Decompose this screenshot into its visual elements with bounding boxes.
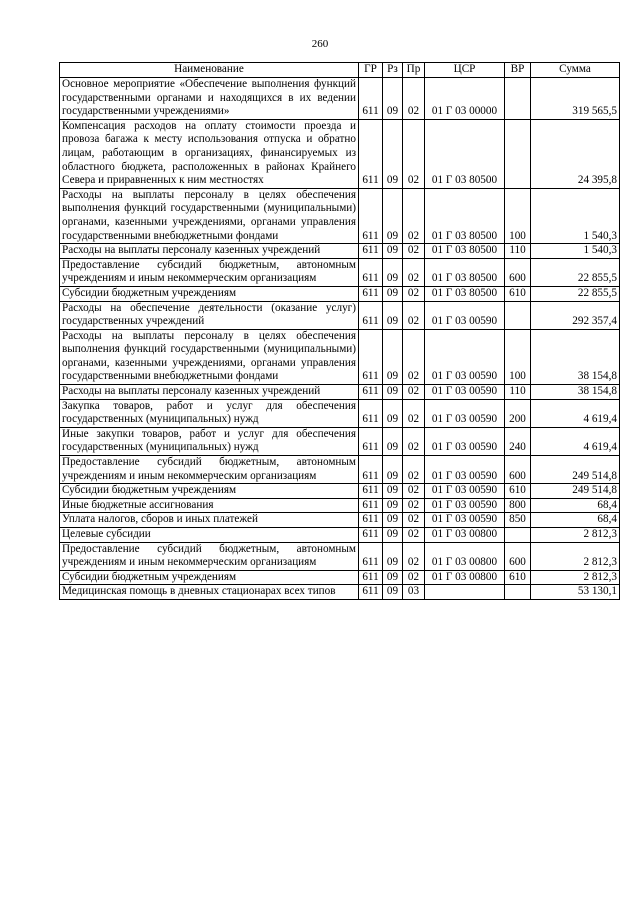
cell-vr [505, 119, 531, 188]
table-row [60, 427, 620, 455]
cell-sum: 24 395,8 [531, 119, 620, 188]
cell-vr: 600 [505, 456, 531, 484]
table-row [60, 78, 620, 120]
cell-vr: 600 [505, 542, 531, 570]
cell-pr: 02 [403, 513, 425, 528]
cell-name: Субсидии бюджетным учреждениям [60, 286, 359, 301]
cell-csr: 01 Г 03 80500 [425, 286, 505, 301]
cell-rz: 09 [383, 484, 403, 499]
cell-csr: 01 Г 03 00800 [425, 570, 505, 585]
cell-gr: 611 [359, 188, 383, 243]
cell-rz: 09 [383, 542, 403, 570]
cell-name: Предоставление субсидий бюджетным, автономным учреждениям и иным некоммерческим организациям [60, 542, 359, 570]
cell-gr: 611 [359, 513, 383, 528]
table-row [60, 399, 620, 427]
cell-csr: 01 Г 03 00590 [425, 427, 505, 455]
cell-csr: 01 Г 03 00590 [425, 301, 505, 329]
cell-vr [505, 301, 531, 329]
cell-csr: 01 Г 03 00590 [425, 484, 505, 499]
cell-vr [505, 585, 531, 600]
cell-gr: 611 [359, 484, 383, 499]
cell-vr: 610 [505, 570, 531, 585]
cell-rz: 09 [383, 244, 403, 259]
cell-name: Медицинская помощь в дневных стационарах всех типов [60, 585, 359, 600]
cell-rz: 09 [383, 188, 403, 243]
header-sum: Сумма [531, 63, 620, 78]
cell-sum: 2 812,3 [531, 528, 620, 543]
cell-name: Расходы на выплаты персоналу казенных учреждений [60, 385, 359, 400]
cell-pr: 02 [403, 119, 425, 188]
cell-sum: 249 514,8 [531, 456, 620, 484]
budget-table [59, 62, 620, 600]
table-row [60, 286, 620, 301]
cell-csr: 01 Г 03 00800 [425, 542, 505, 570]
cell-rz: 09 [383, 528, 403, 543]
cell-name: Расходы на выплаты персоналу казенных учреждений [60, 244, 359, 259]
cell-gr: 611 [359, 585, 383, 600]
cell-name: Уплата налогов, сборов и иных платежей [60, 513, 359, 528]
cell-gr: 611 [359, 244, 383, 259]
cell-rz: 09 [383, 119, 403, 188]
cell-name: Субсидии бюджетным учреждениям [60, 570, 359, 585]
cell-rz: 09 [383, 585, 403, 600]
cell-rz: 09 [383, 456, 403, 484]
header-rz: Рз [383, 63, 403, 78]
table-row [60, 188, 620, 243]
cell-name: Иные бюджетные ассигнования [60, 498, 359, 513]
cell-pr: 02 [403, 329, 425, 384]
table-row [60, 484, 620, 499]
cell-csr: 01 Г 03 00590 [425, 399, 505, 427]
table-row [60, 301, 620, 329]
cell-rz: 09 [383, 399, 403, 427]
header-name: Наименование [60, 63, 359, 78]
cell-gr: 611 [359, 258, 383, 286]
cell-vr: 610 [505, 286, 531, 301]
cell-sum: 4 619,4 [531, 427, 620, 455]
cell-sum: 2 812,3 [531, 570, 620, 585]
cell-vr: 240 [505, 427, 531, 455]
cell-sum: 68,4 [531, 498, 620, 513]
cell-sum: 38 154,8 [531, 385, 620, 400]
cell-gr: 611 [359, 385, 383, 400]
header-pr: Пр [403, 63, 425, 78]
table-row [60, 498, 620, 513]
cell-pr: 02 [403, 542, 425, 570]
page-number: 260 [311, 38, 329, 50]
cell-name: Закупка товаров, работ и услуг для обеспечения государственных (муниципальных) нужд [60, 399, 359, 427]
cell-csr: 01 Г 03 00590 [425, 498, 505, 513]
cell-gr: 611 [359, 78, 383, 120]
cell-vr: 800 [505, 498, 531, 513]
cell-pr: 02 [403, 456, 425, 484]
cell-gr: 611 [359, 456, 383, 484]
cell-sum: 68,4 [531, 513, 620, 528]
cell-pr: 02 [403, 244, 425, 259]
cell-pr: 02 [403, 385, 425, 400]
cell-name: Иные закупки товаров, работ и услуг для обеспечения государственных (муниципальных) нужд [60, 427, 359, 455]
cell-sum: 4 619,4 [531, 399, 620, 427]
cell-sum: 2 812,3 [531, 542, 620, 570]
header-vr: ВР [505, 63, 531, 78]
cell-pr: 02 [403, 484, 425, 499]
cell-rz: 09 [383, 329, 403, 384]
cell-name: Целевые субсидии [60, 528, 359, 543]
cell-pr: 02 [403, 78, 425, 120]
cell-rz: 09 [383, 286, 403, 301]
cell-csr: 01 Г 03 80500 [425, 258, 505, 286]
cell-pr: 02 [403, 301, 425, 329]
cell-gr: 611 [359, 329, 383, 384]
cell-pr: 02 [403, 188, 425, 243]
cell-gr: 611 [359, 570, 383, 585]
cell-sum: 1 540,3 [531, 188, 620, 243]
cell-name: Предоставление субсидий бюджетным, автономным учреждениям и иным некоммерческим организациям [60, 258, 359, 286]
cell-name: Основное мероприятие «Обеспечение выполнения функций государственными органами и находящихся в их ведении государственными учреждениями» [60, 78, 359, 120]
table-row [60, 513, 620, 528]
cell-csr: 01 Г 03 00000 [425, 78, 505, 120]
cell-csr: 01 Г 03 00590 [425, 513, 505, 528]
cell-sum: 319 565,5 [531, 78, 620, 120]
table-row [60, 329, 620, 384]
cell-sum: 53 130,1 [531, 585, 620, 600]
cell-vr: 110 [505, 244, 531, 259]
table-row [60, 119, 620, 188]
cell-pr: 02 [403, 399, 425, 427]
cell-csr: 01 Г 03 80500 [425, 119, 505, 188]
cell-name: Расходы на обеспечение деятельности (оказание услуг) государственных учреждений [60, 301, 359, 329]
cell-csr: 01 Г 03 80500 [425, 244, 505, 259]
header-csr: ЦСР [425, 63, 505, 78]
cell-gr: 611 [359, 427, 383, 455]
cell-name: Расходы на выплаты персоналу в целях обеспечения выполнения функций государственными (муниципальными) органами, казенными учреждениями, органами управления государственными внебюджетными фондами [60, 188, 359, 243]
cell-csr: 01 Г 03 00800 [425, 528, 505, 543]
cell-sum: 1 540,3 [531, 244, 620, 259]
cell-vr: 600 [505, 258, 531, 286]
cell-pr: 02 [403, 286, 425, 301]
table-row [60, 542, 620, 570]
cell-vr: 110 [505, 385, 531, 400]
cell-name: Расходы на выплаты персоналу в целях обеспечения выполнения функций государственными (муниципальными) органами, казенными учреждениями, органами управления государственными внебюджетными фондами [60, 329, 359, 384]
cell-gr: 611 [359, 119, 383, 188]
cell-gr: 611 [359, 498, 383, 513]
table-body [60, 78, 620, 600]
cell-vr [505, 528, 531, 543]
cell-sum: 249 514,8 [531, 484, 620, 499]
cell-csr [425, 585, 505, 600]
cell-rz: 09 [383, 570, 403, 585]
cell-rz: 09 [383, 427, 403, 455]
cell-vr [505, 78, 531, 120]
table-row [60, 258, 620, 286]
cell-name: Компенсация расходов на оплату стоимости проезда и провоза багажа к месту использования отпуска и обратно лицам, работающим в организациях, финансируемых из областного бюджета, расположенных в районах Крайнего Севера и приравненных к ним местностях [60, 119, 359, 188]
cell-gr: 611 [359, 286, 383, 301]
cell-pr: 02 [403, 570, 425, 585]
cell-rz: 09 [383, 513, 403, 528]
header-gr: ГР [359, 63, 383, 78]
cell-pr: 02 [403, 528, 425, 543]
cell-gr: 611 [359, 542, 383, 570]
table-row [60, 456, 620, 484]
cell-rz: 09 [383, 258, 403, 286]
cell-vr: 850 [505, 513, 531, 528]
cell-csr: 01 Г 03 00590 [425, 456, 505, 484]
cell-vr: 100 [505, 329, 531, 384]
cell-gr: 611 [359, 528, 383, 543]
cell-pr: 02 [403, 498, 425, 513]
table-row [60, 570, 620, 585]
cell-gr: 611 [359, 301, 383, 329]
cell-csr: 01 Г 03 00590 [425, 385, 505, 400]
table-row [60, 244, 620, 259]
cell-csr: 01 Г 03 00590 [425, 329, 505, 384]
cell-sum: 38 154,8 [531, 329, 620, 384]
cell-pr: 03 [403, 585, 425, 600]
cell-vr: 100 [505, 188, 531, 243]
cell-rz: 09 [383, 78, 403, 120]
cell-vr: 200 [505, 399, 531, 427]
cell-name: Субсидии бюджетным учреждениям [60, 484, 359, 499]
cell-vr: 610 [505, 484, 531, 499]
cell-sum: 22 855,5 [531, 286, 620, 301]
table-row [60, 528, 620, 543]
cell-pr: 02 [403, 258, 425, 286]
cell-rz: 09 [383, 498, 403, 513]
table-row [60, 385, 620, 400]
table-row [60, 585, 620, 600]
cell-rz: 09 [383, 301, 403, 329]
cell-gr: 611 [359, 399, 383, 427]
cell-rz: 09 [383, 385, 403, 400]
cell-sum: 292 357,4 [531, 301, 620, 329]
cell-pr: 02 [403, 427, 425, 455]
cell-name: Предоставление субсидий бюджетным, автономным учреждениям и иным некоммерческим организациям [60, 456, 359, 484]
cell-csr: 01 Г 03 80500 [425, 188, 505, 243]
table-header-row [60, 63, 620, 78]
cell-sum: 22 855,5 [531, 258, 620, 286]
